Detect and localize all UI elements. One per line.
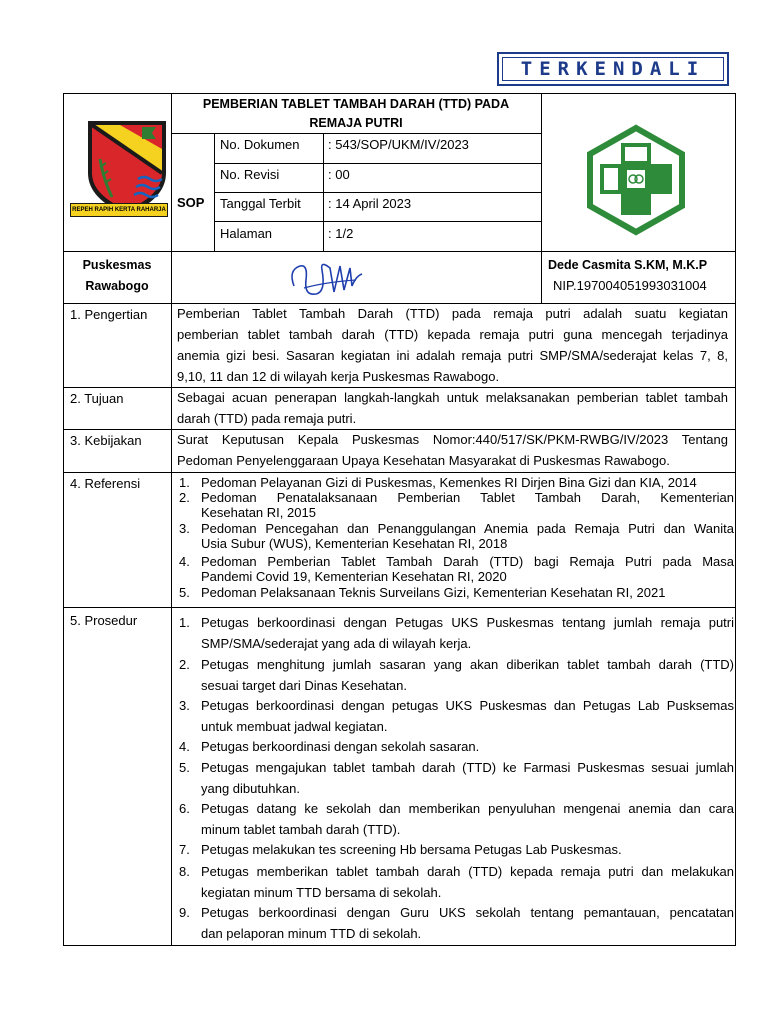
meta-label-no-revisi: No. Revisi — [220, 167, 280, 182]
signer-name: Dede Casmita S.KM, M.K.P — [548, 258, 708, 272]
org-name-line1: Puskesmas — [82, 258, 152, 272]
signature-image — [286, 256, 366, 307]
stamp-text: TERKENDALI — [520, 58, 706, 80]
section-label-pengertian: 1. Pengertian — [70, 307, 148, 322]
pengertian-text: Pemberian Tablet Tambah Darah (TTD) pada remaja putri adalah suatu kegiatan pemberian tablet tambah darah (TTD) kepada remaja putri guna mencegah terjadinya anemia gizi besi. Sasaran kegiatan ini adalah remaja putri SMP/SMA/sederajat kelas 7, 8, 9,10, 11 dan 12 di wilayah kerja Puskesmas Rawabogo. — [177, 306, 728, 384]
puskesmas-logo — [580, 124, 692, 241]
section-label-tujuan: 2. Tujuan — [70, 391, 124, 406]
meta-value-tanggal-terbit: : 14 April 2023 — [328, 196, 412, 211]
meta-label-halaman: Halaman — [220, 226, 273, 241]
section-label-kebijakan: 3. Kebijakan — [70, 433, 142, 448]
kebijakan-text: Surat Keputusan Kepala Puskesmas Nomor:440/517/SK/PKM-RWBG/IV/2023 Tentang Pedoman Penyelenggaraan Upaya Kesehatan Masyarakat di Puskesmas Rawabogo. — [177, 432, 728, 468]
meta-value-no-dokumen: : 543/SOP/UKM/IV/2023 — [328, 137, 469, 152]
section-label-prosedur: 5. Prosedur — [70, 613, 138, 628]
sop-label: SOP — [177, 195, 205, 210]
meta-value-no-revisi: : 00 — [328, 167, 350, 182]
meta-label-no-dokumen: No. Dokumen — [220, 137, 300, 152]
sop-title-line1: PEMBERIAN TABLET TAMBAH DARAH (TTD) PADA — [202, 97, 510, 111]
sop-title-line2: REMAJA PUTRI — [309, 116, 403, 130]
signer-nip: NIP.197004051993031004 — [553, 278, 707, 293]
logo-motto-ribbon: REPEH RAPIH KERTA RAHARJA — [70, 203, 168, 217]
section-label-referensi: 4. Referensi — [70, 476, 141, 491]
tujuan-text: Sebagai acuan penerapan langkah-langkah untuk melaksanakan pemberian tablet tambah darah (TTD) pada remaja putri. — [177, 390, 728, 426]
meta-value-halaman: : 1/2 — [328, 226, 354, 241]
terkendali-stamp — [497, 52, 729, 86]
org-name-line2: Rawabogo — [85, 279, 149, 293]
meta-label-tanggal-terbit: Tanggal Terbit — [220, 196, 301, 211]
